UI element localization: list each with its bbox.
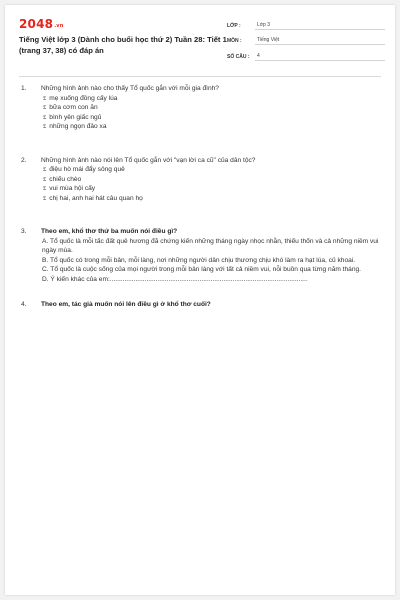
logo-main: 2048	[19, 17, 54, 31]
header	[5, 5, 395, 73]
question-3	[21, 227, 381, 284]
option-label: bữa cơm con ăn	[49, 104, 98, 111]
option-1[interactable]	[41, 94, 381, 104]
option-label: chiếu chèo	[49, 175, 82, 183]
question-number: 2.	[21, 156, 27, 164]
logo-sub: .vn	[54, 23, 64, 29]
option-4[interactable]	[41, 194, 381, 204]
question-4	[21, 300, 381, 310]
checkbox-icon[interactable]: £	[43, 113, 47, 121]
question-text: Những hình ảnh nào nói lên Tổ quốc gắn với "vạn lời ca cũ" của dân tộc?	[41, 156, 256, 164]
checkbox-icon[interactable]: £	[43, 123, 47, 130]
option-2[interactable]	[41, 103, 381, 113]
question-number: 1.	[21, 85, 27, 92]
worksheet-page	[5, 5, 395, 595]
meta-value: Lớp 3	[255, 22, 385, 30]
meta-value: Tiếng Việt	[255, 37, 385, 45]
page-title: Tiếng Việt lớp 3 (Dành cho buổi học thứ 2) Tuần 28: Tiết 1 (trang 37, 38) có đáp án	[19, 35, 227, 55]
option-3[interactable]	[41, 184, 381, 194]
meta-key: MÔN :	[227, 38, 242, 44]
option-label: vui mùa hội cấy	[49, 185, 96, 192]
answer-b: B. Tổ quốc có trong mỗi bản, mỗi làng, nơi những người dân chịu thương chịu khó làm ra hạt lúa, củ khoai.	[42, 256, 356, 264]
option-label: những ngọn đảo xa	[49, 123, 107, 130]
answer-a: A. Tổ quốc là mỗi tấc đất quê hương đã chứng kiến những tháng ngày nhọc nhằn, thiếu thốn và cả những niềm vui ngày mùa.	[42, 237, 379, 254]
questions	[21, 81, 381, 310]
option-3[interactable]	[41, 113, 381, 123]
option-label: mẹ xuống đồng cấy lúa	[49, 94, 118, 102]
checkbox-icon[interactable]: £	[43, 166, 47, 173]
meta-info	[227, 18, 385, 65]
meta-value: 4	[255, 53, 385, 61]
question-text: Những hình ảnh nào cho thấy Tổ quốc gắn với mỗi gia đình?	[41, 85, 219, 92]
option-label: điệu hò mái đẩy sông quê	[49, 166, 125, 173]
question-text: Theo em, tác giả muốn nói lên điều gì ở khổ thơ cuối?	[41, 301, 211, 308]
checkbox-icon[interactable]: £	[43, 185, 47, 192]
answer-d: D. Ý kiến khác của em:............................................................................................................	[42, 275, 308, 283]
question-2	[21, 156, 381, 204]
checkbox-icon[interactable]: £	[43, 104, 47, 111]
question-text: Theo em, khổ thơ thứ ba muốn nói điều gì?	[41, 228, 178, 235]
question-number: 3.	[21, 228, 27, 235]
meta-row-class	[227, 18, 385, 30]
checkbox-icon[interactable]: £	[43, 175, 47, 183]
site-logo[interactable]	[19, 17, 64, 31]
option-label: bình yên giấc ngủ	[49, 113, 102, 121]
checkbox-icon[interactable]: £	[43, 94, 47, 102]
meta-row-count	[227, 49, 385, 61]
meta-key: SỐ CÂU :	[227, 53, 250, 60]
option-2[interactable]	[41, 175, 381, 185]
meta-key: LỚP :	[227, 22, 241, 29]
option-1[interactable]	[41, 165, 381, 175]
answer-c: C. Tổ quốc là cuộc sống của mọi người trong mỗi bản làng với tất cả niềm vui, nỗi buồn qua từng năm tháng.	[42, 266, 362, 273]
question-number: 4.	[21, 301, 27, 308]
option-4[interactable]	[41, 122, 381, 132]
option-label: chị hai, anh hai hát câu quan họ	[49, 194, 143, 202]
checkbox-icon[interactable]: £	[43, 194, 47, 202]
question-1	[21, 84, 381, 132]
meta-row-subject	[227, 34, 385, 46]
header-divider	[19, 76, 381, 77]
